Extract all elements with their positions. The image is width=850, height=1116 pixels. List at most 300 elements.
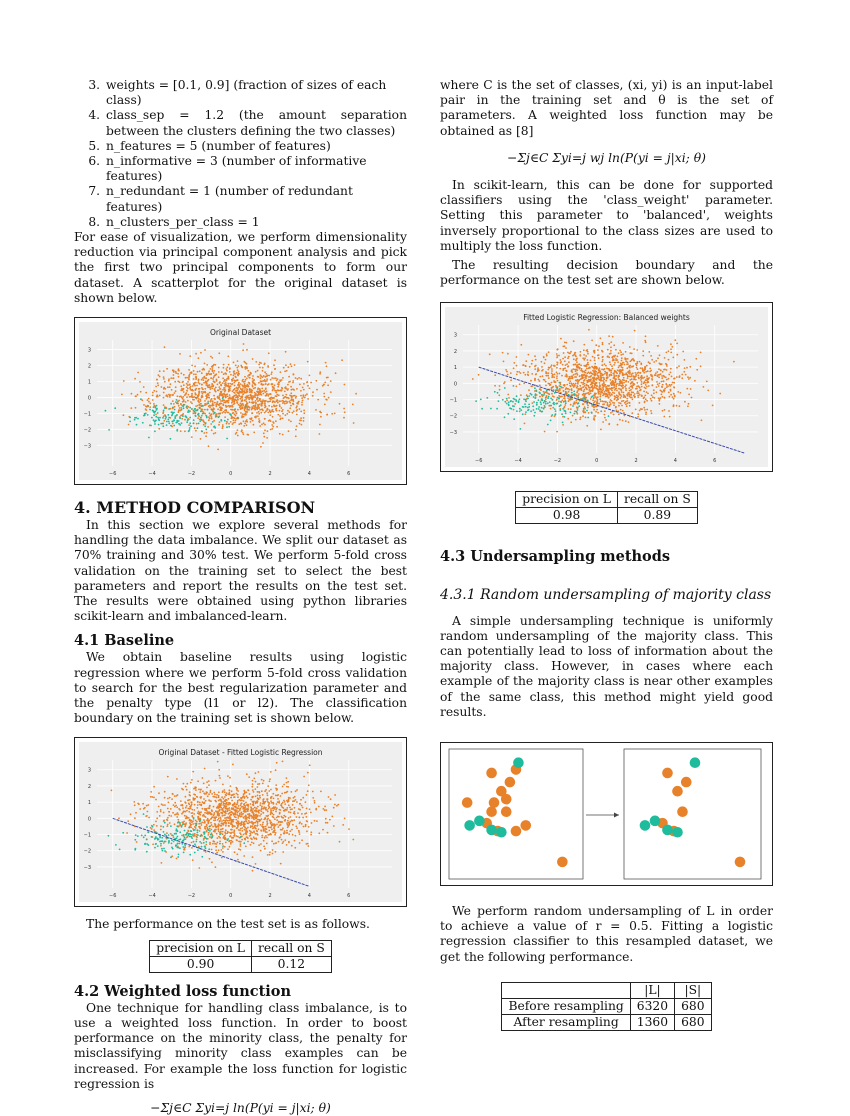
data-point bbox=[620, 397, 622, 399]
data-point bbox=[571, 392, 573, 394]
x-tick-label: 6 bbox=[347, 893, 350, 899]
data-point bbox=[293, 801, 295, 803]
data-point bbox=[256, 801, 258, 803]
data-point bbox=[251, 816, 253, 818]
data-point bbox=[198, 382, 200, 384]
data-point bbox=[260, 400, 262, 402]
data-point bbox=[210, 356, 212, 358]
data-point bbox=[148, 817, 150, 819]
data-point bbox=[134, 839, 136, 841]
data-point bbox=[224, 416, 226, 418]
data-point bbox=[241, 405, 243, 407]
data-point bbox=[579, 419, 581, 421]
data-point bbox=[144, 835, 146, 837]
data-point bbox=[605, 365, 607, 367]
data-point bbox=[221, 395, 223, 397]
data-point bbox=[172, 400, 174, 402]
data-point bbox=[637, 397, 639, 399]
data-point bbox=[222, 399, 224, 401]
data-point bbox=[689, 366, 691, 368]
data-point bbox=[230, 833, 232, 835]
data-point bbox=[191, 436, 193, 438]
data-point bbox=[123, 380, 125, 382]
data-point bbox=[551, 393, 553, 395]
data-point bbox=[208, 794, 210, 796]
scatter-chart-original bbox=[75, 318, 406, 484]
data-point bbox=[163, 420, 165, 422]
data-point bbox=[653, 393, 655, 395]
data-point bbox=[209, 792, 211, 794]
data-point bbox=[217, 819, 219, 821]
data-point bbox=[266, 437, 268, 439]
data-point bbox=[176, 817, 178, 819]
plot-background bbox=[79, 742, 402, 902]
data-point bbox=[565, 348, 567, 350]
data-point bbox=[154, 423, 156, 425]
data-point bbox=[563, 398, 565, 400]
data-point bbox=[591, 373, 593, 375]
data-point bbox=[215, 416, 217, 418]
data-point bbox=[593, 402, 595, 404]
data-point bbox=[197, 371, 199, 373]
list-item: 5. n_features = 5 (number of features) bbox=[104, 139, 407, 154]
data-point bbox=[524, 414, 526, 416]
data-point bbox=[576, 407, 578, 409]
data-point bbox=[611, 400, 613, 402]
data-point bbox=[635, 376, 637, 378]
data-point bbox=[262, 783, 264, 785]
data-point bbox=[684, 359, 686, 361]
data-point bbox=[262, 399, 264, 401]
data-point bbox=[299, 423, 301, 425]
data-point bbox=[552, 407, 554, 409]
data-point bbox=[246, 391, 248, 393]
data-point bbox=[130, 407, 132, 409]
data-point bbox=[586, 380, 588, 382]
data-point bbox=[265, 826, 267, 828]
data-point bbox=[668, 411, 670, 413]
data-point bbox=[293, 403, 295, 405]
data-point bbox=[199, 388, 201, 390]
data-point bbox=[620, 390, 622, 392]
data-point bbox=[703, 386, 705, 388]
data-point bbox=[314, 820, 316, 822]
data-point bbox=[594, 357, 596, 359]
data-point bbox=[218, 376, 220, 378]
data-point bbox=[607, 356, 609, 358]
data-point bbox=[300, 378, 302, 380]
data-point bbox=[252, 375, 254, 377]
data-point bbox=[545, 373, 547, 375]
data-point bbox=[247, 405, 249, 407]
data-point bbox=[168, 842, 170, 844]
data-point bbox=[625, 380, 627, 382]
data-point bbox=[230, 421, 232, 423]
data-point bbox=[194, 427, 196, 429]
data-point bbox=[222, 805, 224, 807]
data-point bbox=[686, 388, 688, 390]
data-point bbox=[614, 398, 616, 400]
data-point bbox=[305, 395, 307, 397]
data-point bbox=[172, 848, 174, 850]
data-point bbox=[247, 384, 249, 386]
data-point bbox=[262, 801, 264, 803]
data-point bbox=[605, 390, 607, 392]
data-point bbox=[268, 830, 270, 832]
data-point bbox=[139, 381, 141, 383]
data-point bbox=[176, 826, 178, 828]
data-point bbox=[235, 395, 237, 397]
data-point bbox=[174, 415, 176, 417]
data-point bbox=[186, 396, 188, 398]
data-point bbox=[556, 378, 558, 380]
data-point bbox=[343, 408, 345, 410]
data-point bbox=[161, 804, 163, 806]
data-point bbox=[204, 388, 206, 390]
data-point bbox=[272, 824, 274, 826]
data-point bbox=[580, 365, 582, 367]
data-point bbox=[170, 438, 172, 440]
data-point bbox=[619, 419, 621, 421]
data-point bbox=[513, 362, 515, 364]
data-point bbox=[614, 396, 616, 398]
data-point bbox=[201, 822, 203, 824]
data-point bbox=[171, 835, 173, 837]
data-point bbox=[604, 371, 606, 373]
data-point bbox=[648, 362, 650, 364]
data-point bbox=[208, 832, 210, 834]
data-point bbox=[494, 375, 496, 377]
data-point bbox=[161, 862, 163, 864]
data-point bbox=[299, 843, 301, 845]
data-point bbox=[287, 786, 289, 788]
data-point bbox=[584, 389, 586, 391]
data-point bbox=[301, 813, 303, 815]
data-point bbox=[641, 381, 643, 383]
data-point bbox=[548, 367, 550, 369]
data-point bbox=[622, 375, 624, 377]
data-point bbox=[246, 412, 248, 414]
data-point bbox=[203, 382, 205, 384]
data-point bbox=[554, 382, 556, 384]
data-point bbox=[183, 396, 185, 398]
data-point bbox=[244, 792, 246, 794]
data-point bbox=[259, 398, 261, 400]
data-point bbox=[234, 399, 236, 401]
data-point bbox=[292, 399, 294, 401]
data-point bbox=[638, 378, 640, 380]
data-point bbox=[239, 833, 241, 835]
data-point bbox=[180, 389, 182, 391]
data-point bbox=[261, 424, 263, 426]
data-point bbox=[661, 394, 663, 396]
data-point bbox=[593, 419, 595, 421]
data-point bbox=[146, 839, 148, 841]
data-point bbox=[224, 801, 226, 803]
data-point bbox=[642, 355, 644, 357]
data-point bbox=[290, 421, 292, 423]
data-point bbox=[325, 818, 327, 820]
data-point bbox=[285, 394, 287, 396]
data-point bbox=[201, 395, 203, 397]
data-point bbox=[322, 829, 324, 831]
data-point bbox=[315, 409, 317, 411]
data-point bbox=[260, 830, 262, 832]
data-point bbox=[264, 418, 266, 420]
data-point bbox=[273, 831, 275, 833]
data-point bbox=[556, 362, 558, 364]
data-point bbox=[286, 778, 288, 780]
data-point bbox=[305, 824, 307, 826]
data-point bbox=[548, 373, 550, 375]
data-point bbox=[201, 846, 203, 848]
data-point bbox=[249, 816, 251, 818]
data-point bbox=[580, 417, 582, 419]
data-point bbox=[231, 840, 233, 842]
data-point bbox=[644, 340, 646, 342]
data-point bbox=[224, 383, 226, 385]
data-point bbox=[567, 352, 569, 354]
data-point bbox=[579, 368, 581, 370]
data-point bbox=[258, 845, 260, 847]
data-point bbox=[184, 419, 186, 421]
data-point bbox=[562, 370, 564, 372]
data-point bbox=[168, 408, 170, 410]
data-point bbox=[651, 359, 653, 361]
data-point bbox=[598, 393, 600, 395]
data-point bbox=[275, 392, 277, 394]
data-point bbox=[617, 399, 619, 401]
data-point bbox=[278, 816, 280, 818]
data-point bbox=[595, 393, 597, 395]
data-point bbox=[208, 372, 210, 374]
data-point bbox=[339, 403, 341, 405]
intro-paragraph: For ease of visualization, we perform dimensionality reduction via principal component analysis and pick the first two principal components to form our dataset. A scatterplot for the original dataset is shown below. bbox=[74, 230, 407, 306]
data-point bbox=[136, 842, 138, 844]
data-point bbox=[205, 429, 207, 431]
data-point bbox=[269, 803, 271, 805]
data-point bbox=[204, 768, 206, 770]
data-point bbox=[556, 354, 558, 356]
data-point bbox=[181, 418, 183, 420]
data-point bbox=[282, 434, 284, 436]
data-point bbox=[211, 405, 213, 407]
data-point bbox=[163, 831, 165, 833]
data-point bbox=[231, 791, 233, 793]
data-point bbox=[179, 417, 181, 419]
data-point bbox=[172, 407, 174, 409]
data-point bbox=[172, 812, 174, 814]
data-point bbox=[611, 366, 613, 368]
data-point bbox=[191, 847, 193, 849]
data-point bbox=[235, 433, 237, 435]
data-point bbox=[604, 414, 606, 416]
data-point bbox=[259, 821, 261, 823]
data-point bbox=[280, 863, 282, 865]
data-point bbox=[572, 378, 574, 380]
data-point bbox=[260, 412, 262, 414]
data-point bbox=[292, 412, 294, 414]
data-point bbox=[534, 356, 536, 358]
baseline-performance-text: The performance on the test set is as follows. bbox=[74, 917, 407, 932]
data-point bbox=[569, 389, 571, 391]
figure-balanced-weights bbox=[440, 302, 773, 472]
data-point bbox=[218, 352, 220, 354]
x-tick-label: −2 bbox=[188, 471, 195, 477]
data-point bbox=[592, 385, 594, 387]
data-point bbox=[325, 362, 327, 364]
data-point bbox=[243, 425, 245, 427]
data-point bbox=[261, 809, 263, 811]
data-point bbox=[145, 408, 147, 410]
data-point bbox=[148, 398, 150, 400]
data-point bbox=[334, 804, 336, 806]
data-point bbox=[250, 421, 252, 423]
data-point bbox=[237, 800, 239, 802]
data-point bbox=[163, 820, 165, 822]
data-point bbox=[187, 384, 189, 386]
data-point bbox=[260, 381, 262, 383]
data-point bbox=[230, 823, 232, 825]
data-point bbox=[691, 397, 693, 399]
data-point bbox=[230, 843, 232, 845]
data-point bbox=[152, 392, 154, 394]
data-point bbox=[211, 862, 213, 864]
data-point bbox=[214, 426, 216, 428]
data-point bbox=[195, 405, 197, 407]
data-point bbox=[719, 393, 721, 395]
data-point bbox=[573, 374, 575, 376]
data-point bbox=[150, 796, 152, 798]
data-point bbox=[204, 409, 206, 411]
data-point bbox=[235, 397, 237, 399]
data-point bbox=[114, 407, 116, 409]
data-point bbox=[575, 369, 577, 371]
data-point bbox=[609, 362, 611, 364]
data-point bbox=[218, 367, 220, 369]
data-point bbox=[576, 366, 578, 368]
data-point bbox=[635, 372, 637, 374]
data-point bbox=[307, 791, 309, 793]
data-point bbox=[569, 383, 571, 385]
data-point bbox=[646, 376, 648, 378]
data-point bbox=[193, 818, 195, 820]
data-point bbox=[253, 778, 255, 780]
data-point bbox=[247, 386, 249, 388]
data-point bbox=[510, 380, 512, 382]
data-point bbox=[169, 823, 171, 825]
data-point bbox=[551, 371, 553, 373]
data-point bbox=[303, 410, 305, 412]
data-point bbox=[188, 424, 190, 426]
x-tick-label: −6 bbox=[109, 893, 116, 899]
data-point bbox=[279, 406, 281, 408]
data-point bbox=[291, 845, 293, 847]
data-point bbox=[614, 378, 616, 380]
data-point bbox=[300, 417, 302, 419]
data-point bbox=[203, 379, 205, 381]
data-point bbox=[531, 360, 533, 362]
data-point bbox=[625, 401, 627, 403]
data-point bbox=[178, 376, 180, 378]
data-point bbox=[269, 820, 271, 822]
data-point bbox=[164, 791, 166, 793]
data-point bbox=[177, 843, 179, 845]
data-point bbox=[258, 421, 260, 423]
data-point bbox=[209, 858, 211, 860]
data-point bbox=[164, 381, 166, 383]
data-point bbox=[227, 383, 229, 385]
data-point bbox=[175, 830, 177, 832]
data-point bbox=[615, 410, 617, 412]
data-point bbox=[226, 366, 228, 368]
data-point bbox=[257, 405, 259, 407]
data-point bbox=[229, 802, 231, 804]
data-point bbox=[579, 385, 581, 387]
data-point bbox=[681, 378, 683, 380]
data-point bbox=[275, 420, 277, 422]
data-point bbox=[623, 362, 625, 364]
data-point bbox=[255, 863, 257, 865]
data-point bbox=[630, 397, 632, 399]
data-point bbox=[595, 388, 597, 390]
data-point bbox=[189, 836, 191, 838]
data-point bbox=[228, 813, 230, 815]
data-point bbox=[260, 376, 262, 378]
data-point bbox=[610, 342, 612, 344]
data-point bbox=[185, 401, 187, 403]
data-point bbox=[594, 360, 596, 362]
data-point bbox=[267, 786, 269, 788]
data-point bbox=[268, 352, 270, 354]
data-point bbox=[569, 381, 571, 383]
data-point bbox=[219, 381, 221, 383]
data-point bbox=[291, 820, 293, 822]
data-point bbox=[298, 377, 300, 379]
data-point bbox=[178, 370, 180, 372]
data-point bbox=[566, 384, 568, 386]
data-point bbox=[270, 771, 272, 773]
data-point bbox=[174, 392, 176, 394]
data-point bbox=[209, 836, 211, 838]
data-point bbox=[636, 361, 638, 363]
data-point bbox=[660, 370, 662, 372]
list-item: 6. n_informative = 3 (number of informative features) bbox=[104, 154, 407, 184]
data-point bbox=[621, 372, 623, 374]
data-point bbox=[183, 384, 185, 386]
data-point bbox=[126, 833, 128, 835]
data-point bbox=[625, 361, 627, 363]
data-point bbox=[276, 410, 278, 412]
data-point bbox=[230, 374, 232, 376]
data-point bbox=[664, 369, 666, 371]
data-point bbox=[295, 835, 297, 837]
data-point bbox=[241, 415, 243, 417]
data-point bbox=[568, 356, 570, 358]
data-point bbox=[242, 432, 244, 434]
data-point bbox=[199, 419, 201, 421]
data-point bbox=[573, 364, 575, 366]
data-point bbox=[247, 434, 249, 436]
data-point bbox=[293, 820, 295, 822]
data-point bbox=[262, 822, 264, 824]
data-point bbox=[184, 815, 186, 817]
data-point bbox=[622, 342, 624, 344]
data-point bbox=[582, 384, 584, 386]
data-point bbox=[224, 846, 226, 848]
data-point bbox=[250, 389, 252, 391]
data-point bbox=[294, 364, 296, 366]
